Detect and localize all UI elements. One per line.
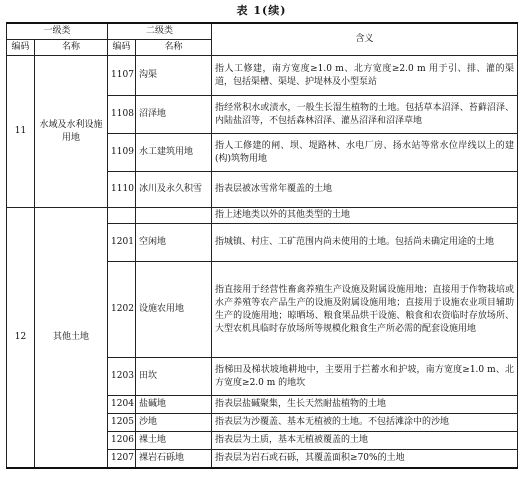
row-name: 空闲地 <box>136 224 212 262</box>
row-name: 裸土地 <box>136 432 212 450</box>
header-level1-name: 名称 <box>35 40 108 56</box>
row-definition: 指直接用于经营性畜禽养殖生产设施及附属设施用地；直接用于作物栽培或水产养殖等农产品生产的设施及附属设施用地；直接用于设施农业项目辅助生产的设施用地；晾晒场、粮食果品烘干设施、粮食和农资临时存放场所、大型农机具临时存放场所等规模化粮食生产所必需的配套设施用地 <box>212 262 518 358</box>
row-definition: 指人工修建，南方宽度≥1.0 m、北方宽度≥2.0 m 用于引、排、灌的渠道，包括渠槽、渠堤、护堤林及小型泵站 <box>212 56 518 96</box>
land-use-classification-table <box>6 22 518 469</box>
header-level1: 一级类 <box>7 23 108 40</box>
table-row <box>7 56 518 96</box>
row-name: 沼泽地 <box>136 96 212 134</box>
row-name: 盐碱地 <box>136 396 212 414</box>
header-level2-code: 编码 <box>108 40 136 56</box>
header-level1-code: 编码 <box>7 40 35 56</box>
row-definition: 指梯田及梯状坡地耕地中，主要用于拦蓄水和护坡，南方宽度≥1.0 m、北方宽度≥2.0 m 的地坎 <box>212 358 518 396</box>
group-name: 其他土地 <box>35 208 108 468</box>
group-name: 水域及水利设施用地 <box>35 56 108 208</box>
row-name: 田坎 <box>136 358 212 396</box>
row-code: 1109 <box>108 134 136 172</box>
row-name: 裸岩石砾地 <box>136 450 212 468</box>
row-code: 1108 <box>108 96 136 134</box>
row-code: 1207 <box>108 450 136 468</box>
group-code: 12 <box>7 208 35 468</box>
row-definition: 指表层为沙覆盖、基本无植被的土地。不包括滩涂中的沙地 <box>212 414 518 432</box>
header-level2: 二级类 <box>108 23 212 40</box>
header-level2-name: 名称 <box>136 40 212 56</box>
row-definition: 指表层为岩石或石砾，其覆盖面积≥70%的土地 <box>212 450 518 468</box>
row-code: 1203 <box>108 358 136 396</box>
row-name: 沙地 <box>136 414 212 432</box>
row-definition: 指城镇、村庄、工矿范围内尚未使用的土地。包括尚未确定用途的土地 <box>212 224 518 262</box>
row-code: 1205 <box>108 414 136 432</box>
header-meaning: 含义 <box>212 23 518 56</box>
row-name: 水工建筑用地 <box>136 134 212 172</box>
row-definition: 指表层盐碱聚集，生长天然耐盐植物的土地 <box>212 396 518 414</box>
row-name: 冰川及永久积雪 <box>136 172 212 208</box>
group-definition: 指上述地类以外的其他类型的土地 <box>212 208 518 224</box>
row-definition: 指表层被冰雪常年覆盖的土地 <box>212 172 518 208</box>
row-definition: 指人工修建的闸、坝、堤路林、水电厂房、扬水站等常水位岸线以上的建(构)筑物用地 <box>212 134 518 172</box>
row-name: 沟渠 <box>136 56 212 96</box>
row-code: 1202 <box>108 262 136 358</box>
row-code: 1110 <box>108 172 136 208</box>
row-code: 1201 <box>108 224 136 262</box>
table-title: 表 1(续) <box>236 4 287 17</box>
row-definition: 指经常积水或渍水，一般生长湿生植物的土地。包括草本沼泽、苔藓沼泽、内陆盐沼等，不包括森林沼泽、灌丛沼泽和沼泽草地 <box>212 96 518 134</box>
row-code: 1204 <box>108 396 136 414</box>
row-code: 1206 <box>108 432 136 450</box>
group-code: 11 <box>7 56 35 208</box>
table-row <box>7 208 518 224</box>
row-code: 1107 <box>108 56 136 96</box>
row-definition: 指表层为土质，基本无植被覆盖的土地 <box>212 432 518 450</box>
row-name: 设施农用地 <box>136 262 212 358</box>
